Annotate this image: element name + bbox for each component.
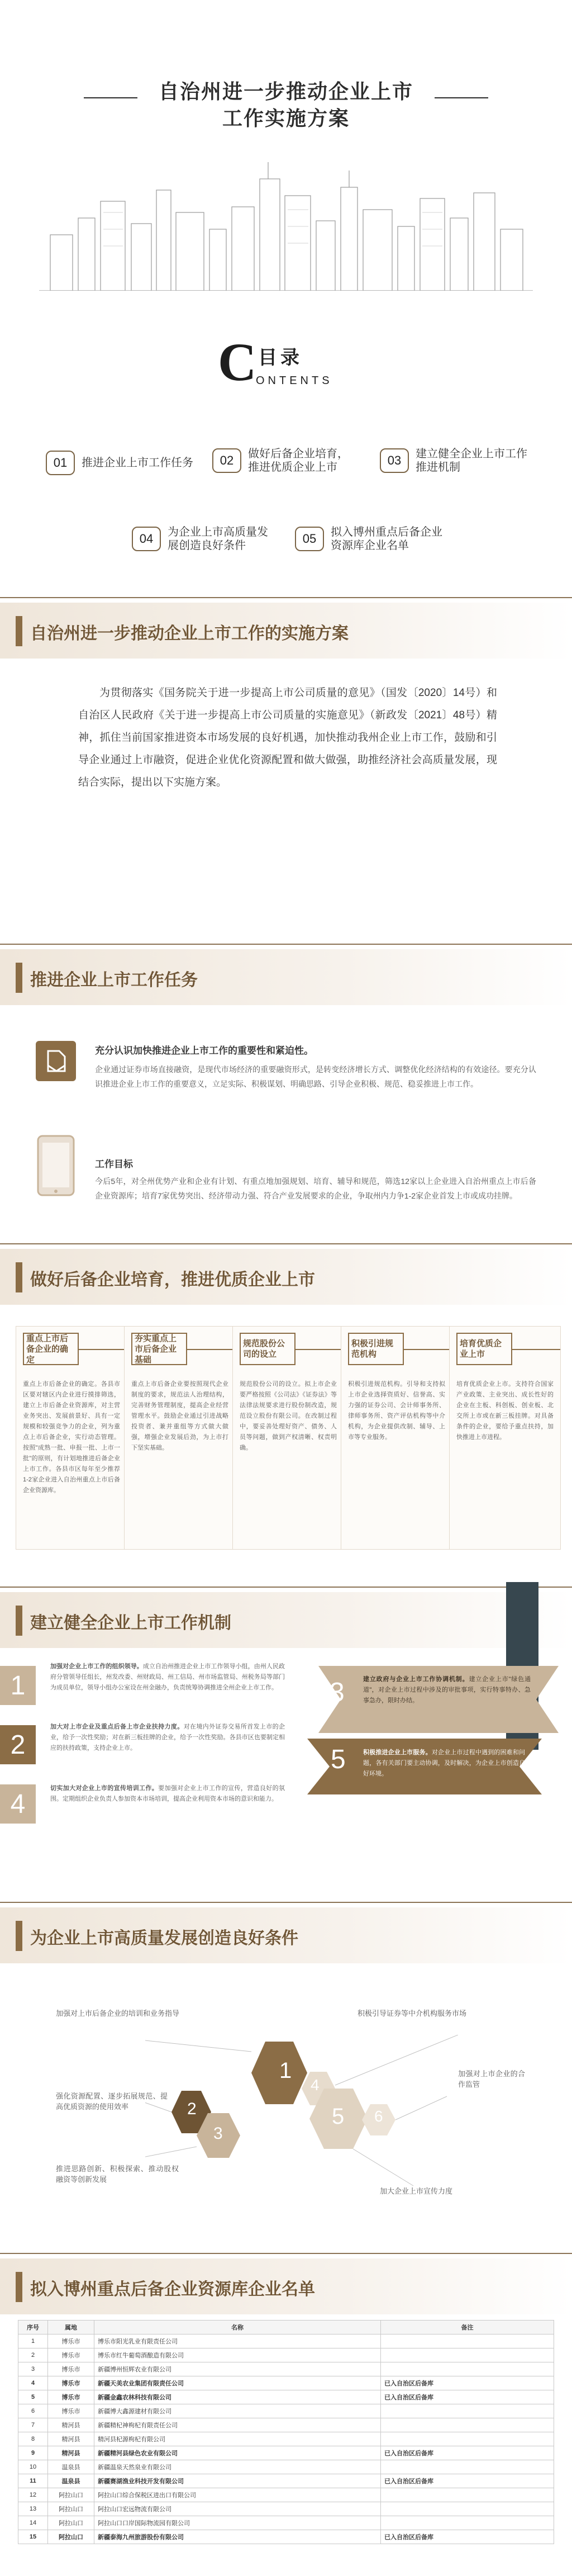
section-marker <box>16 963 22 993</box>
cell-area: 阿拉山口 <box>48 2516 94 2530</box>
section-rule <box>0 944 572 945</box>
cell-name: 新疆泰海九州旅游股份有限公司 <box>94 2530 381 2544</box>
table-row <box>18 2432 554 2446</box>
cell-no: 8 <box>18 2432 48 2446</box>
table-row <box>18 2376 554 2390</box>
enterprise-table <box>18 2320 554 2544</box>
step-number: 4 <box>0 1784 36 1824</box>
hex-number: 2 <box>187 2100 197 2118</box>
cell-no: 5 <box>18 2390 48 2404</box>
cell-note <box>381 2348 554 2362</box>
section-1-body: 为贯彻落实《国务院关于进一步提高上市公司质量的意见》（国发〔2020〕14号）和自治区人民政府《关于进一步提高上市公司质量的实施意见》（新政发〔2021〕48号）精神，抓住当前国家推进资本市场发展的良好机遇，加快推动我州企业上市工作，鼓励和引导企业通过上市融资，促进企业优化资源配置和做大做强，助推经济社会高质量发展，现结合实际，提出以下实施方案。 <box>78 687 497 788</box>
cell-no: 6 <box>18 2404 48 2418</box>
cell-no: 15 <box>18 2530 48 2544</box>
hex-number: 6 <box>374 2108 383 2125</box>
cell-name: 新疆精杞神枸杞有限责任公司 <box>94 2418 381 2432</box>
table-row <box>18 2530 554 2544</box>
cell-note: 已入自治区后备库 <box>381 2376 554 2390</box>
hex-number: 5 <box>332 2104 345 2129</box>
step-title: 加强对企业上市工作的组织领导。 <box>50 1663 143 1670</box>
toc-title: 目录 <box>258 347 303 368</box>
cell-no: 13 <box>18 2502 48 2516</box>
cell-area: 温泉县 <box>48 2460 94 2474</box>
cell-no: 4 <box>18 2376 48 2390</box>
cell-name: 阿拉山口宏远物流有限公司 <box>94 2502 381 2516</box>
table-row <box>18 2446 554 2460</box>
section-marker <box>16 1262 22 1292</box>
cell-area: 博乐市 <box>48 2348 94 2362</box>
table-row <box>18 2418 554 2432</box>
toc-text: 为企业上市高质量发展创造良好条件 <box>168 526 268 552</box>
cell-note: 已入自治区后备库 <box>381 2390 554 2404</box>
table-row <box>18 2460 554 2474</box>
step-body: 对在境内外证券交易所首发上市的企业，给予一次性奖励；对在新三板挂牌的企业，给予一次性奖励。各县市区也要制定相应的扶持政策，支持企业上市。 <box>50 1723 285 1751</box>
section-marker <box>16 1921 22 1951</box>
toc-text: 拟入博州重点后备企业资源库企业名单 <box>331 526 442 552</box>
step-body: 建立企业上市"绿色通道"，对企业上市过程中涉及的审批事项，实行特事特办、急事急办，限时办结。 <box>363 1676 531 1704</box>
table-row <box>18 2516 554 2530</box>
card-label: 夯实重点上市后备企业基础 <box>135 1333 177 1365</box>
step-1-text <box>50 1661 285 1693</box>
card-4 <box>341 1326 452 1550</box>
cell-name: 精河县杞源枸杞有限公司 <box>94 2432 381 2446</box>
section-rule <box>0 1587 572 1588</box>
item2-body: 今后5年，对全州优势产业和企业有计划、有重点地加强规划、培育、辅导和规范，筛选12家以上企业进入自治州重点上市后备企业资源库；培育7家优势突出、经济带动力强、符合产业发展要求的企业，争取州内力争1-2家企业首发上市或成功挂牌。 <box>95 1177 536 1200</box>
section-marker <box>16 2272 22 2302</box>
cell-area: 阿拉山口 <box>48 2530 94 2544</box>
step-title: 切实加大对企业上市的宣传培训工作。 <box>50 1785 159 1792</box>
col-header: 名称 <box>94 2321 381 2334</box>
card-label: 积极引进规范机构 <box>351 1339 394 1359</box>
section-rule <box>0 597 572 598</box>
section-5-header <box>0 1907 572 1963</box>
section-marker <box>16 616 22 646</box>
cell-area: 阿拉山口 <box>48 2488 94 2502</box>
cell-area: 精河县 <box>48 2446 94 2460</box>
cell-no: 14 <box>18 2516 48 2530</box>
step-number: 3 <box>330 1678 345 1707</box>
cell-name: 新疆天美农业集团有限责任公司 <box>94 2376 381 2390</box>
hex-label-6: 加大企业上市宣传力度 <box>380 2187 453 2195</box>
table-body <box>18 2334 554 2544</box>
cell-name: 新疆博州恒辉农业有限公司 <box>94 2362 381 2376</box>
step-3-text <box>363 1674 531 1706</box>
section-rule <box>0 2253 572 2254</box>
toc-subtitle: ONTENTS <box>256 375 333 387</box>
col-header: 备注 <box>381 2321 554 2334</box>
toc-item-5[interactable] <box>295 525 463 552</box>
item2-title: 工作目标 <box>95 1159 133 1169</box>
step-2-text <box>50 1722 285 1754</box>
cell-area: 精河县 <box>48 2418 94 2432</box>
cell-no: 9 <box>18 2446 48 2460</box>
cell-area: 精河县 <box>48 2432 94 2446</box>
step-number: 1 <box>0 1666 36 1705</box>
step-number: 2 <box>0 1725 36 1764</box>
step-number: 5 <box>331 1745 346 1774</box>
toc-item-2[interactable] <box>212 447 374 474</box>
section-2-header <box>0 949 572 1005</box>
table-row <box>18 2474 554 2488</box>
cell-note: 已入自治区后备库 <box>381 2530 554 2544</box>
card-3 <box>232 1326 344 1550</box>
hex-number: 3 <box>213 2124 223 2143</box>
toc-item-3[interactable] <box>380 447 542 474</box>
card-1 <box>16 1326 127 1550</box>
section-3-header <box>0 1249 572 1305</box>
section-3-title: 做好后备企业培育，推进优质企业上市 <box>30 1271 315 1289</box>
hex-label-2: 强化资源配置、逐步拓展规范、提高优质资源的使用效率 <box>56 2092 168 2111</box>
card-body: 重点上市后备企业要按照现代企业制度的要求，规范法人治理结构，完善财务管理制度，提高企业经营管理水平。鼓励企业通过引进战略投资者、兼并重组等方式做大做强，增强企业发展后劲，为上市打下坚实基础。 <box>131 1381 228 1451</box>
cell-note <box>381 2334 554 2348</box>
cell-name: 新疆赛湖渔业科技开发有限公司 <box>94 2474 381 2488</box>
card-body: 积极引进规范机构。引导和支持拟上市企业选择资质好、信誉高、实力强的证券公司、会计师事务所、律师事务所、资产评估机构等中介机构，为企业提供改制、辅导、上市等专业服务。 <box>348 1381 445 1441</box>
table-row <box>18 2502 554 2516</box>
card-label: 重点上市后备企业的确定 <box>26 1333 69 1365</box>
hex-number: 1 <box>279 2058 292 2083</box>
cell-no: 10 <box>18 2460 48 2474</box>
section-2-title: 推进企业上市工作任务 <box>30 971 198 989</box>
cell-no: 2 <box>18 2348 48 2362</box>
item1-title: 充分认识加快推进企业上市工作的重要性和紧迫性。 <box>95 1045 313 1056</box>
cell-no: 7 <box>18 2418 48 2432</box>
cell-name: 新疆温泉天然泉业有限公司 <box>94 2460 381 2474</box>
step-body: 对企业上市过程中遇到的困难和问题，各有关部门要主动协调，及时解决，为企业上市创造良好环境。 <box>363 1749 526 1777</box>
step-body: 要加强对企业上市工作的宣传，营造良好的氛围。定期组织企业负责人参加资本市场培训，提高企业利用资本市场的意识和能力。 <box>50 1785 285 1802</box>
cell-note <box>381 2362 554 2376</box>
section-5-title: 为企业上市高质量发展创造良好条件 <box>30 1929 298 1948</box>
cell-name: 新疆精河县绿色农业有限公司 <box>94 2446 381 2460</box>
cell-no: 11 <box>18 2474 48 2488</box>
table-row <box>18 2348 554 2362</box>
col-header: 属地 <box>48 2321 94 2334</box>
cell-name: 阿拉山口口岸国际物流园有限公司 <box>94 2516 381 2530</box>
table-row <box>18 2488 554 2502</box>
table-row <box>18 2390 554 2404</box>
cover-header <box>0 0 572 313</box>
toc-num: 03 <box>380 448 409 473</box>
cell-area: 博乐市 <box>48 2334 94 2348</box>
step-body: 成立自治州推进企业上市工作领导小组，由州人民政府分管领导任组长，州发改委、州财政局、州工信局、州市场监管局、州税务局等部门为成员单位，领导小组办公室设在州金融办，负责统筹协调推进全州企业上市工作。 <box>50 1663 285 1691</box>
cell-name: 博乐市红牛葡萄酒酿造有限公司 <box>94 2348 381 2362</box>
hex-label-4: 积极引导证券等中介机构服务市场 <box>358 2009 467 2018</box>
hex-label-5: 加强对上市企业的合作监管 <box>458 2070 525 2089</box>
toc-num: 01 <box>46 451 75 475</box>
cell-note <box>381 2460 554 2474</box>
toc-num: 02 <box>212 448 241 473</box>
toc-num: 04 <box>132 527 161 551</box>
toc-big-letter: C <box>218 332 257 392</box>
cell-note <box>381 2502 554 2516</box>
table-header-row <box>18 2321 554 2334</box>
card-body: 重点上市后备企业的确定。各县市区要对辖区内企业进行摸排筛选，建立上市后备企业资源库，对主营业务突出、发展前景好、具有一定规模和较强竞争力的企业，列为重点上市后备企业，实行动态管理。按照"成熟一批、申报一批、上市一批"的原则，有计划地推进后备企业上市工作。各县市区每年至少推荐1-2家企业进入自治州重点上市后备企业资源库。 <box>23 1381 120 1494</box>
cell-name: 博乐市阳光乳业有限责任公司 <box>94 2334 381 2348</box>
cell-note <box>381 2404 554 2418</box>
card-label: 培育优质企业上市 <box>460 1339 502 1359</box>
cell-no: 1 <box>18 2334 48 2348</box>
section-4-title: 建立健全企业上市工作机制 <box>30 1614 231 1632</box>
card-2 <box>124 1326 236 1550</box>
section-1-title: 自治州进一步推动企业上市工作的实施方案 <box>30 624 349 643</box>
cell-area: 博乐市 <box>48 2390 94 2404</box>
toc-item-4[interactable] <box>132 525 294 552</box>
section-marker <box>16 1606 22 1636</box>
step-title: 加大对上市企业及重点后备上市企业扶持力度。 <box>50 1723 184 1730</box>
card-5 <box>449 1326 561 1550</box>
enterprise-table-wrap <box>18 2320 554 2544</box>
section-rule <box>0 1243 572 1244</box>
table-row <box>18 2404 554 2418</box>
cell-note <box>381 2432 554 2446</box>
cell-area: 博乐市 <box>48 2376 94 2390</box>
section-rule <box>0 1902 572 1903</box>
cell-name: 阿拉山口综合保税区进出口有限公司 <box>94 2488 381 2502</box>
step-4-text <box>50 1783 285 1805</box>
cell-note <box>381 2418 554 2432</box>
city-skyline-illustration <box>39 157 533 291</box>
toc-text: 建立健全企业上市工作推进机制 <box>416 448 527 473</box>
cell-name: 新疆博大鑫源建材有限公司 <box>94 2404 381 2418</box>
col-header: 序号 <box>18 2321 48 2334</box>
cell-area: 温泉县 <box>48 2474 94 2488</box>
cell-note: 已入自治区后备库 <box>381 2474 554 2488</box>
cell-note: 已入自治区后备库 <box>381 2446 554 2460</box>
toc-item-1[interactable] <box>46 451 208 475</box>
section-1-header <box>0 603 572 659</box>
cell-area: 阿拉山口 <box>48 2502 94 2516</box>
step-title: 建立政府与企业上市工作协调机制。 <box>363 1676 469 1683</box>
hex-label-3: 推进思路创新、积极探索、推动股权融资等创新发展 <box>56 2165 179 2184</box>
table-row <box>18 2362 554 2376</box>
card-body: 培育优质企业上市。支持符合国家产业政策、主业突出、成长性好的企业在主板、科创板、创业板、北交所上市或在新三板挂牌。对具备条件的企业，要给予重点扶持，加快推进上市进程。 <box>456 1381 554 1441</box>
phone-icon <box>36 1135 76 1196</box>
step-title: 积极推进企业上市服务。 <box>363 1749 432 1756</box>
card-body: 规范股份公司的设立。拟上市企业要严格按照《公司法》《证券法》等法律法规要求进行股份制改造，规范设立股份有限公司。在改制过程中，要妥善处理好资产、债务、人员等问题，做到产权清晰、权责明确。 <box>240 1381 337 1451</box>
cell-area: 博乐市 <box>48 2404 94 2418</box>
toc-num: 05 <box>295 527 324 551</box>
toc-text: 推进企业上市工作任务 <box>82 457 193 469</box>
page-title: 自治州进一步推动企业上市 工作实施方案 <box>158 80 413 130</box>
cell-note <box>381 2488 554 2502</box>
cell-area: 博乐市 <box>48 2362 94 2376</box>
cell-note <box>381 2516 554 2530</box>
section-4-header <box>0 1592 572 1648</box>
document-icon <box>36 1041 76 1081</box>
toc-text: 做好后备企业培育，推进优质企业上市 <box>248 448 349 473</box>
section-6-header <box>0 2258 572 2314</box>
cell-no: 3 <box>18 2362 48 2376</box>
cell-name: 新疆金鑫农林科技有限公司 <box>94 2390 381 2404</box>
hex-label-1: 加强对上市后备企业的培训和业务指导 <box>56 2009 180 2018</box>
step-5-text <box>363 1748 525 1779</box>
cell-no: 12 <box>18 2488 48 2502</box>
item1-body: 企业通过证券市场直接融资，是现代市场经济的重要融资形式，是转变经济增长方式、调整优化经济结构的有效途径。要充分认识推进企业上市工作的重要意义，立足实际、积极谋划、明确思路、引导企业积极、规范、稳妥推进上市工作。 <box>95 1065 536 1088</box>
section-6-title: 拟入博州重点后备企业资源库企业名单 <box>30 2280 315 2299</box>
table-row <box>18 2334 554 2348</box>
card-label: 规范股份公司的设立 <box>243 1339 285 1359</box>
hex-number: 4 <box>311 2076 320 2094</box>
